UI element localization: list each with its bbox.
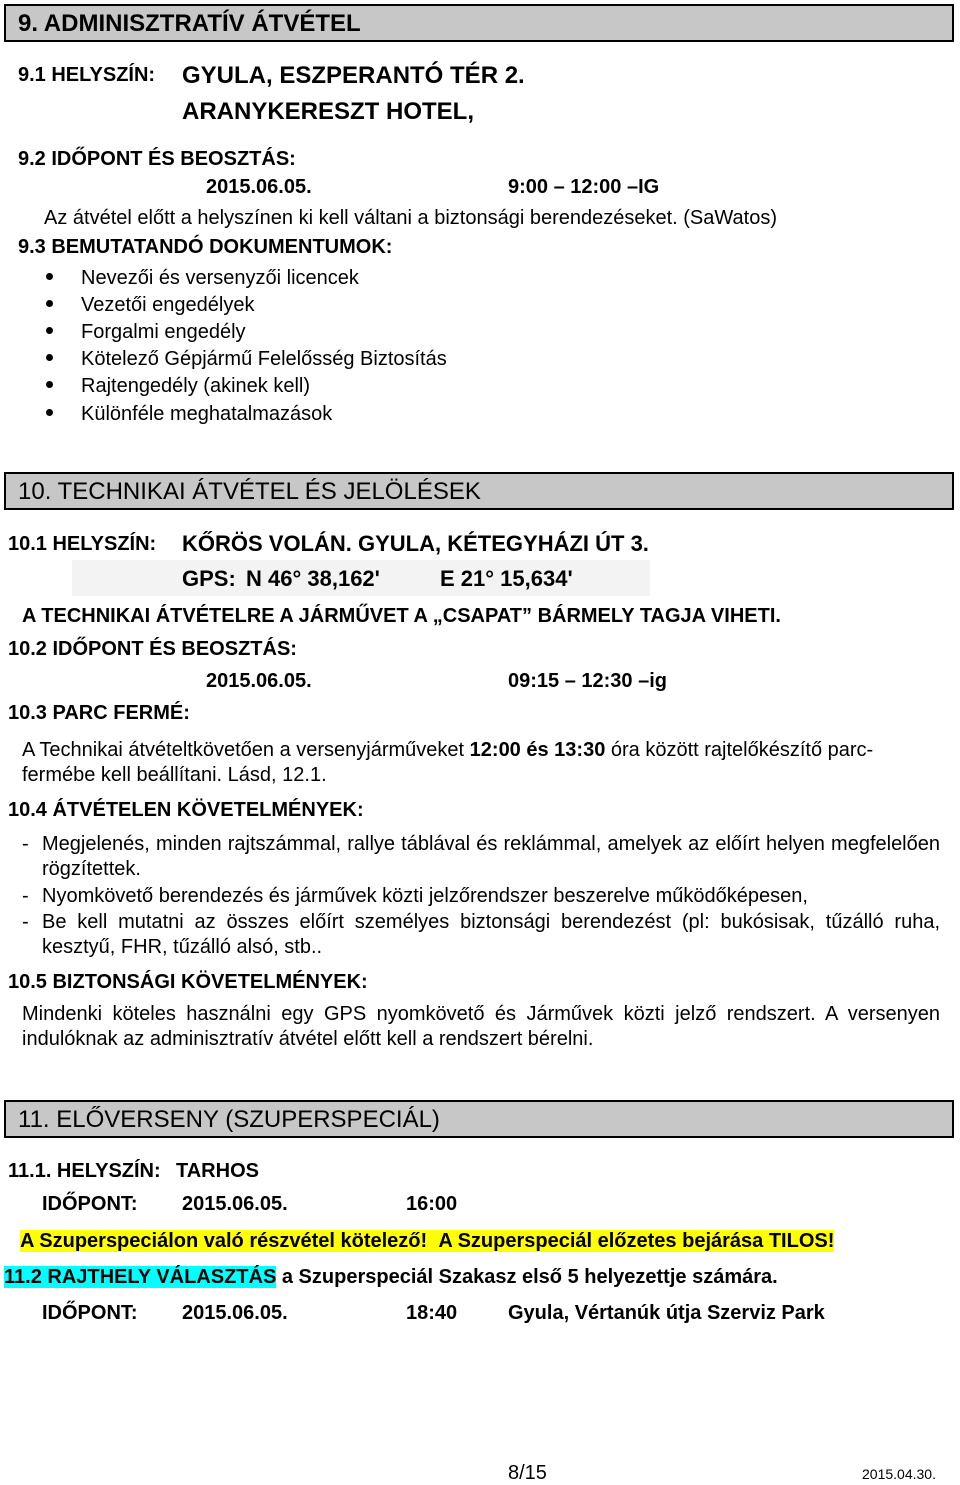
gps-north: N 46° 38,162' xyxy=(246,566,380,591)
document-item: Különféle meghatalmazások xyxy=(46,403,332,426)
highlight-gap xyxy=(427,1230,438,1252)
section-11-title: 11. ELŐVERSENY (SZUPERSPECIÁL) xyxy=(18,1106,440,1133)
admin-note: Az átvétel előtt a helyszínen ki kell váltani a biztonsági berendezéseket. (SaWatos) xyxy=(44,207,777,229)
bullet-icon xyxy=(46,300,53,307)
team-note: A TECHNIKAI ÁTVÉTELRE A JÁRMŰVET A „CSAPAT” BÁRMELY TAGJA VIHETI. xyxy=(22,605,781,627)
time-11-1: 16:00 xyxy=(406,1193,458,1215)
start-choice-label: 11.2 RAJTHELY VÁLASZTÁS xyxy=(4,1266,277,1288)
date-11-1: 2015.06.05. xyxy=(182,1193,288,1215)
parc-text: A Technikai átvételtkövetően a versenyjárműveket 12:00 és 13:30 óra között rajtelőkészítő parc-fermébe kell beállítani. Lásd, 12.1. xyxy=(22,739,874,786)
section-11-header xyxy=(4,1100,954,1138)
document-item: Kötelező Gépjármű Felelősség Biztosítás xyxy=(46,348,447,371)
warning-line xyxy=(20,1230,834,1253)
section-10-title: 10. TECHNIKAI ÁTVÉTEL ÉS JELÖLÉSEK xyxy=(18,478,481,505)
requirements-label-10-4: 10.4 ÁTVÉTELEN KÖVETELMÉNYEK: xyxy=(8,799,364,821)
date-10-2: 2015.06.05. xyxy=(206,670,312,692)
start-choice-text: a Szuperspeciál Szakasz első 5 helyezettje számára. xyxy=(276,1266,778,1288)
location-line-2: ARANYKERESZT HOTEL, xyxy=(182,98,475,125)
document-item: Vezetői engedélyek xyxy=(46,294,254,317)
gps-label: GPS: xyxy=(182,566,236,591)
time-label-10-2: 10.2 IDŐPONT ÉS BEOSZTÁS: xyxy=(8,638,297,660)
section-9-title: 9. ADMINISZTRATÍV ÁTVÉTEL xyxy=(18,10,361,37)
time-label-9-2: 9.2 IDŐPONT ÉS BEOSZTÁS: xyxy=(18,148,296,170)
start-choice-line xyxy=(4,1266,778,1289)
page-number: 8/15 xyxy=(508,1462,547,1484)
requirement-item: - Nyomkövető berendezés és járművek közti jelzőrendszer beszerelve működőképesen, xyxy=(22,885,808,907)
location-label-11-1: 11.1. HELYSZÍN: xyxy=(8,1160,161,1182)
location-label-10-1: 10.1 HELYSZÍN: xyxy=(8,533,157,555)
section-10-header xyxy=(4,472,954,510)
bullet-icon xyxy=(46,354,53,361)
time-label-11-2: IDŐPONT: xyxy=(42,1302,138,1324)
time-9-2: 9:00 – 12:00 –IG xyxy=(508,176,660,198)
location-label-9-1: 9.1 HELYSZÍN: xyxy=(18,64,156,86)
bullet-icon xyxy=(46,273,53,280)
prohibited-warning: A Szuperspeciál előzetes bejárása TILOS! xyxy=(438,1230,835,1252)
location-line-1: GYULA, ESZPERANTÓ TÉR 2. xyxy=(182,62,525,89)
requirement-item: - Megjelenés, minden rajtszámmal, rallye táblával és reklámmal, amelyek az előírt helyen megfelelően rögzítettek. xyxy=(22,833,940,880)
document-item: Forgalmi engedély xyxy=(46,321,246,344)
section-9-header xyxy=(4,4,954,42)
place-11-2: Gyula, Vértanúk útja Szerviz Park xyxy=(508,1302,825,1324)
safety-text: Mindenki köteles használni egy GPS nyomkövető és Járművek közti jelző rendszert. A versenyen indulóknak az adminisztratív átvétel előtt kell a rendszert bérelni. xyxy=(22,1003,940,1050)
time-label-11-1: IDŐPONT: xyxy=(42,1193,138,1215)
gps-east: E 21° 15,634' xyxy=(440,566,573,591)
time-10-2: 09:15 – 12:30 –ig xyxy=(508,670,667,692)
location-value-11-1: TARHOS xyxy=(176,1160,259,1182)
documents-label-9-3: 9.3 BEMUTATANDÓ DOKUMENTUMOK: xyxy=(18,236,393,258)
bullet-icon xyxy=(46,327,53,334)
mandatory-warning: A Szuperspeciálon való részvétel kötelező! xyxy=(20,1230,428,1252)
parc-time-range: 12:00 és 13:30 xyxy=(469,739,606,761)
bullet-icon xyxy=(46,409,53,416)
date-9-2: 2015.06.05. xyxy=(206,176,312,198)
footer-date: 2015.04.30. xyxy=(862,1466,936,1482)
document-item: Nevezői és versenyzői licencek xyxy=(46,267,359,290)
location-value-10-1: KŐRÖS VOLÁN. GYULA, KÉTEGYHÁZI ÚT 3. xyxy=(182,531,649,556)
document-item: Rajtengedély (akinek kell) xyxy=(46,375,310,398)
bullet-icon xyxy=(46,381,53,388)
requirement-item: - Be kell mutatni az összes előírt személyes biztonsági berendezést (pl: bukósisak, tűzálló ruha, kesztyű, FHR, tűzálló alsó, stb.. xyxy=(22,911,940,958)
safety-label-10-5: 10.5 BIZTONSÁGI KÖVETELMÉNYEK: xyxy=(8,971,368,993)
date-11-2: 2015.06.05. xyxy=(182,1302,288,1324)
time-11-2: 18:40 xyxy=(406,1302,458,1324)
parc-label-10-3: 10.3 PARC FERMÉ: xyxy=(8,702,190,724)
